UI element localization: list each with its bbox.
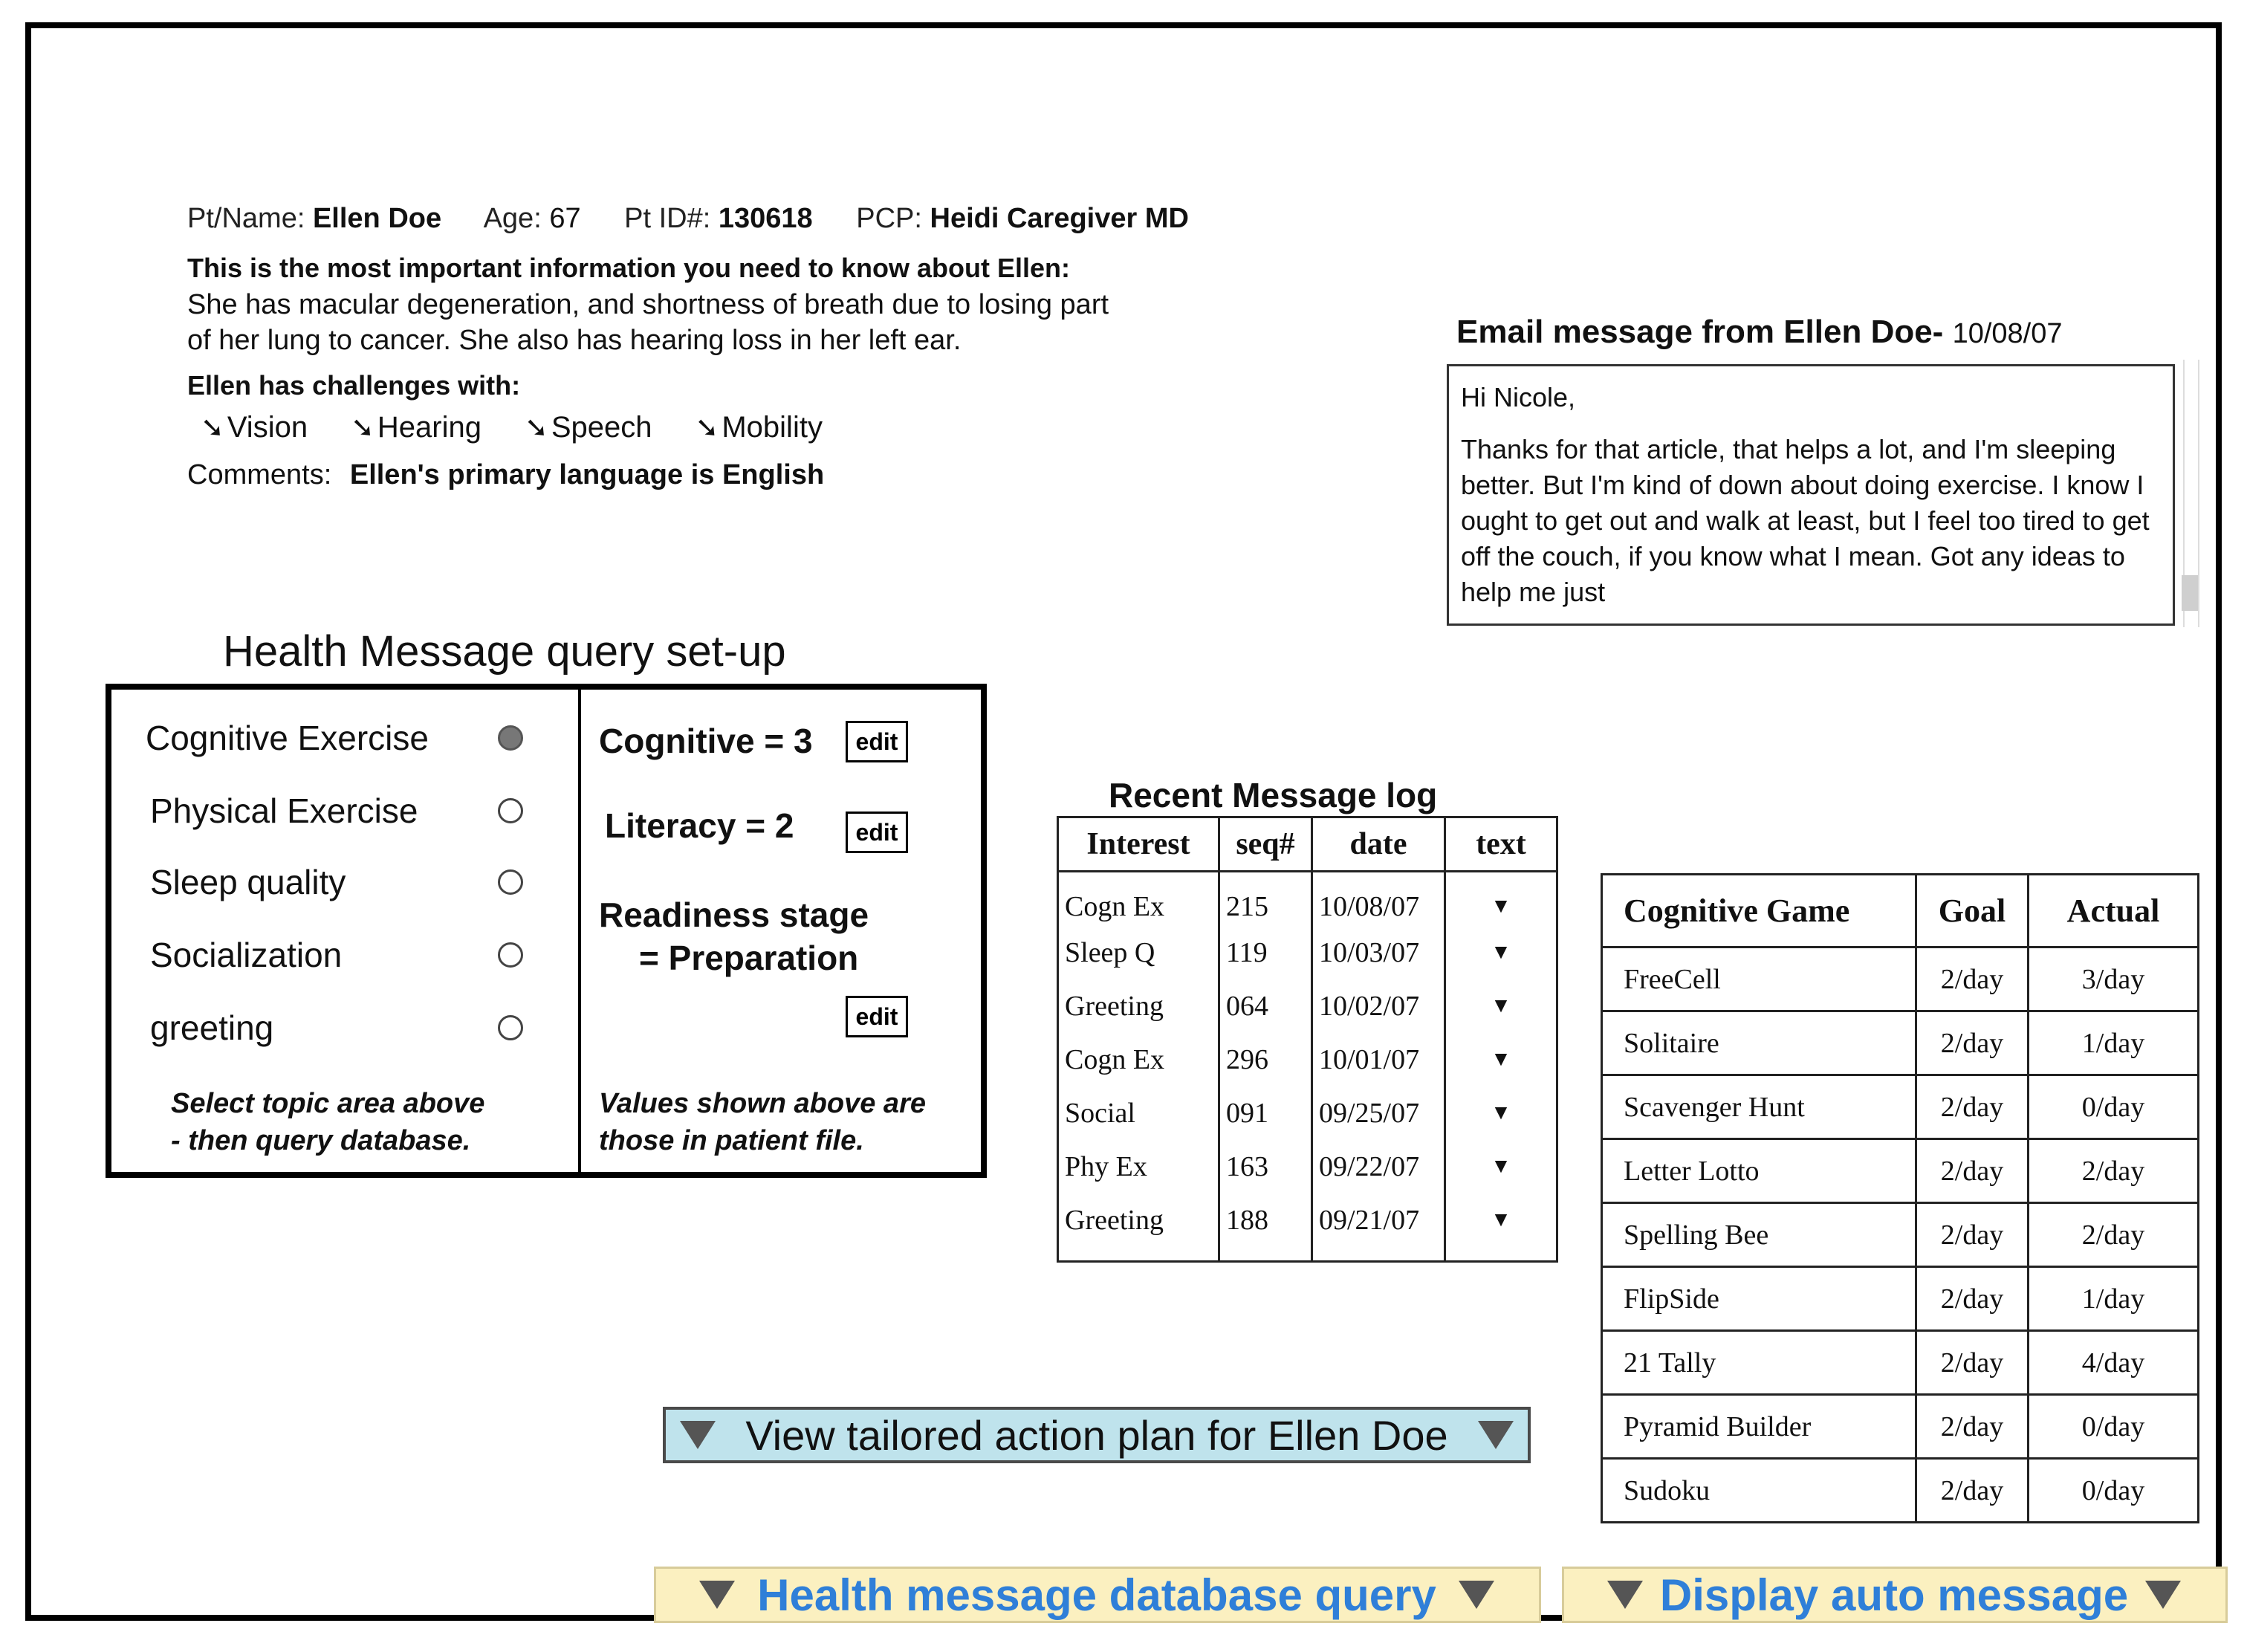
triangle-down-icon (1607, 1581, 1643, 1609)
challenge-label: Vision (227, 411, 308, 444)
game-goal: 2/day (1916, 1011, 2029, 1075)
game-actual: 3/day (2029, 948, 2199, 1011)
log-row[interactable] (1058, 1140, 1557, 1193)
log-row[interactable] (1058, 1086, 1557, 1140)
display-auto-message-label: Display auto message (1659, 1570, 2129, 1620)
game-header-row (1602, 875, 2199, 948)
hint-right (599, 1085, 926, 1159)
triangle-down-icon (1459, 1581, 1494, 1609)
game-row (1602, 948, 2199, 1011)
topic-cognitive-exercise-label: Cognitive Exercise (146, 719, 429, 757)
game-actual: 2/day (2029, 1203, 2199, 1267)
arrow-down-right-icon: ➘ (351, 412, 374, 444)
game-name: 21 Tally (1602, 1331, 1916, 1395)
game-row (1602, 1075, 2199, 1139)
email-title (1456, 314, 2063, 351)
comments (187, 459, 824, 491)
game-name: Scavenger Hunt (1602, 1075, 1916, 1139)
log-interest: Greeting (1058, 979, 1219, 1033)
health-message-query-label: Health message database query (757, 1570, 1436, 1620)
patient-id: 130618 (718, 203, 813, 234)
important-info (187, 287, 1272, 358)
game-row (1602, 1459, 2199, 1523)
arrow-down-right-icon: ➘ (201, 412, 224, 444)
important-heading: This is the most important information you need to know about Ellen: (187, 253, 1071, 283)
view-action-plan-label: View tailored action plan for Ellen Doe (745, 1411, 1448, 1459)
challenges-heading: Ellen has challenges with: (187, 370, 521, 401)
challenge-label: Mobility (722, 411, 823, 444)
challenge-vision (201, 411, 308, 444)
triangle-down-icon (680, 1421, 716, 1449)
game-actual: 0/day (2029, 1459, 2199, 1523)
patient-name-label: Pt/Name: (187, 203, 305, 234)
game-goal: 2/day (1916, 1203, 2029, 1267)
triangle-down-icon (2145, 1581, 2181, 1609)
log-interest: Social (1058, 1086, 1219, 1140)
log-header-seq: seq# (1219, 817, 1312, 872)
radio-socialization[interactable] (498, 942, 523, 968)
log-seq: 163 (1219, 1140, 1312, 1193)
log-interest: Phy Ex (1058, 1140, 1219, 1193)
log-header-text: text (1445, 817, 1557, 872)
game-name: Letter Lotto (1602, 1139, 1916, 1203)
log-row[interactable] (1058, 872, 1557, 927)
log-date: 10/03/07 (1312, 926, 1445, 979)
log-row[interactable] (1058, 926, 1557, 979)
game-name: Solitaire (1602, 1011, 1916, 1075)
query-setup-title: Health Message query set-up (223, 627, 786, 676)
text-dropdown-icon[interactable]: ▼ (1445, 979, 1557, 1033)
radio-sleep-quality[interactable] (498, 869, 523, 895)
log-header-interest: Interest (1058, 817, 1219, 872)
panel-divider (578, 690, 581, 1172)
hint-right-line-2: those in patient file. (599, 1125, 864, 1156)
game-row (1602, 1395, 2199, 1459)
log-header-row (1058, 817, 1557, 872)
log-date: 09/21/07 (1312, 1193, 1445, 1262)
log-date: 10/01/07 (1312, 1033, 1445, 1086)
game-goal: 2/day (1916, 1459, 2029, 1523)
log-interest: Greeting (1058, 1193, 1219, 1262)
cognitive-game-table (1601, 873, 2199, 1523)
log-date: 09/22/07 (1312, 1140, 1445, 1193)
topic-physical-exercise-label: Physical Exercise (150, 791, 418, 830)
email-message-box[interactable] (1447, 364, 2175, 626)
message-log-title: Recent Message log (1109, 776, 1438, 814)
game-actual: 1/day (2029, 1267, 2199, 1331)
log-date: 10/02/07 (1312, 979, 1445, 1033)
game-name: FlipSide (1602, 1267, 1916, 1331)
challenge-label: Hearing (377, 411, 482, 444)
game-actual: 2/day (2029, 1139, 2199, 1203)
game-row (1602, 1267, 2199, 1331)
comments-value: Ellen's primary language is English (349, 459, 825, 490)
log-seq: 215 (1219, 872, 1312, 927)
pcp-label: PCP: (856, 203, 922, 234)
game-row (1602, 1203, 2199, 1267)
game-row (1602, 1011, 2199, 1075)
email-scrollbar[interactable] (2179, 352, 2201, 638)
query-setup-panel (106, 684, 987, 1178)
game-goal: 2/day (1916, 948, 2029, 1011)
topic-socialization-label: Socialization (150, 936, 343, 974)
hint-left-line-2: - then query database. (171, 1125, 471, 1156)
log-interest: Sleep Q (1058, 926, 1219, 979)
game-goal: 2/day (1916, 1139, 2029, 1203)
main-frame (25, 22, 2222, 1621)
display-auto-message-button[interactable] (1562, 1567, 2228, 1623)
challenge-mobility (696, 411, 823, 444)
log-seq: 091 (1219, 1086, 1312, 1140)
log-seq: 188 (1219, 1193, 1312, 1262)
text-dropdown-icon[interactable]: ▼ (1445, 1193, 1557, 1262)
view-action-plan-button[interactable] (663, 1407, 1531, 1463)
game-header-name: Cognitive Game (1602, 875, 1916, 948)
edit-cognitive-button[interactable]: edit (846, 721, 908, 762)
edit-readiness-button[interactable]: edit (846, 996, 908, 1037)
topic-sleep-quality-label: Sleep quality (150, 863, 346, 901)
arrow-down-right-icon: ➘ (525, 412, 548, 444)
log-row[interactable] (1058, 1193, 1557, 1262)
game-header-actual: Actual (2029, 875, 2199, 948)
patient-age-label: Age: (483, 203, 542, 234)
log-seq: 119 (1219, 926, 1312, 979)
log-row[interactable] (1058, 979, 1557, 1033)
game-row (1602, 1331, 2199, 1395)
radio-physical-exercise[interactable] (498, 798, 523, 823)
game-name: Spelling Bee (1602, 1203, 1916, 1267)
comments-label: Comments: (187, 459, 332, 490)
text-dropdown-icon[interactable]: ▼ (1445, 1086, 1557, 1140)
triangle-down-icon (1478, 1421, 1514, 1449)
game-actual: 4/day (2029, 1331, 2199, 1395)
email-date: 10/08/07 (1952, 318, 2063, 349)
challenge-speech (525, 411, 652, 444)
edit-literacy-button[interactable]: edit (846, 812, 908, 853)
challenge-hearing (351, 411, 482, 444)
text-dropdown-icon[interactable]: ▼ (1445, 872, 1557, 927)
challenge-label: Speech (551, 411, 652, 444)
game-name: Pyramid Builder (1602, 1395, 1916, 1459)
game-name: Sudoku (1602, 1459, 1916, 1523)
game-goal: 2/day (1916, 1395, 2029, 1459)
patient-id-label: Pt ID#: (624, 203, 711, 234)
arrow-down-right-icon: ➘ (695, 412, 719, 444)
log-seq: 296 (1219, 1033, 1312, 1086)
topic-greeting-label: greeting (150, 1008, 274, 1047)
text-dropdown-icon[interactable]: ▼ (1445, 1140, 1557, 1193)
hint-right-line-1: Values shown above are (599, 1088, 926, 1119)
log-row[interactable] (1058, 1033, 1557, 1086)
radio-cognitive-exercise[interactable] (498, 725, 523, 751)
game-actual: 1/day (2029, 1011, 2199, 1075)
cognitive-value: Cognitive = 3 (599, 722, 813, 760)
readiness-label: Readiness stage (599, 895, 869, 934)
email-body: Thanks for that article, that helps a lot, and I'm sleeping better. But I'm kind of down about doing exercise. I know I ought to get out and walk at least, but I feel too tired to get off the couch, if you know what I mean. Got any ideas to help me just (1461, 434, 2150, 607)
game-name: FreeCell (1602, 948, 1916, 1011)
message-log-table (1057, 816, 1558, 1263)
hint-left-line-1: Select topic area above (171, 1088, 485, 1119)
log-interest: Cogn Ex (1058, 1033, 1219, 1086)
pcp-name: Heidi Caregiver MD (930, 203, 1189, 234)
email-greeting: Hi Nicole, (1461, 382, 1576, 412)
important-line-1: She has macular degeneration, and shortness of breath due to losing part (187, 289, 1109, 320)
important-line-2: of her lung to cancer. She also has hearing loss in her left ear. (187, 325, 962, 356)
triangle-down-icon (699, 1581, 735, 1609)
game-actual: 0/day (2029, 1395, 2199, 1459)
radio-greeting[interactable] (498, 1015, 523, 1040)
log-seq: 064 (1219, 979, 1312, 1033)
health-message-query-button[interactable] (654, 1567, 1541, 1623)
patient-name: Ellen Doe (312, 203, 442, 234)
game-header-goal: Goal (1916, 875, 2029, 948)
game-goal: 2/day (1916, 1331, 2029, 1395)
literacy-value: Literacy = 2 (605, 806, 794, 845)
readiness-value: = Preparation (639, 939, 859, 977)
text-dropdown-icon[interactable]: ▼ (1445, 1033, 1557, 1086)
log-date: 10/08/07 (1312, 872, 1445, 927)
log-date: 09/25/07 (1312, 1086, 1445, 1140)
patient-header (187, 203, 1189, 235)
game-goal: 2/day (1916, 1075, 2029, 1139)
log-header-date: date (1312, 817, 1445, 872)
text-dropdown-icon[interactable]: ▼ (1445, 926, 1557, 979)
game-row (1602, 1139, 2199, 1203)
hint-left (171, 1085, 484, 1159)
game-actual: 0/day (2029, 1075, 2199, 1139)
log-interest: Cogn Ex (1058, 872, 1219, 927)
scroll-thumb[interactable] (2182, 575, 2198, 611)
game-goal: 2/day (1916, 1267, 2029, 1331)
challenges-list (201, 411, 823, 444)
patient-age: 67 (549, 203, 581, 234)
email-title-text: Email message from Ellen Doe- (1456, 314, 1944, 350)
